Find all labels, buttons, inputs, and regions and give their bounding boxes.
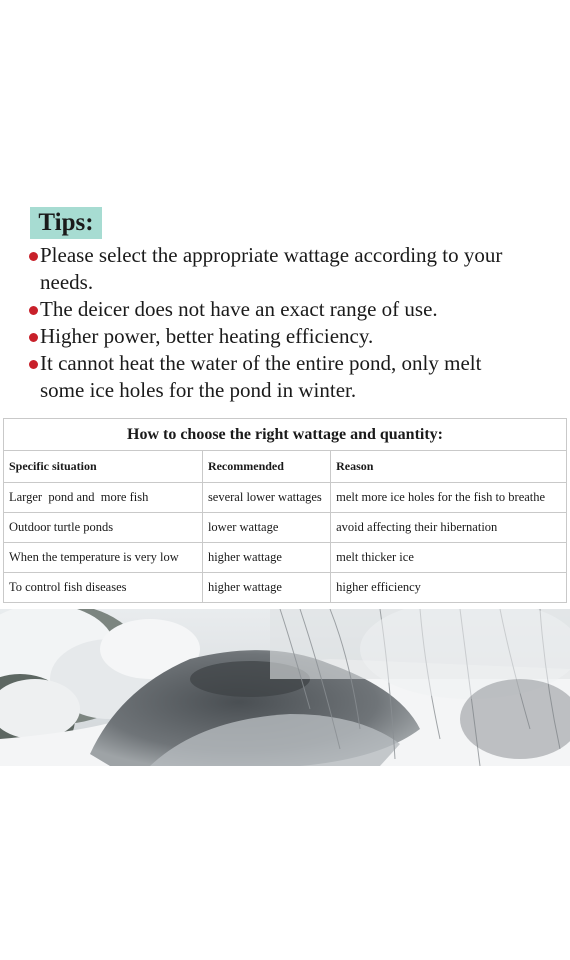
tip-text: The deicer does not have an exact range of use. bbox=[40, 297, 438, 321]
reason-cell: higher efficiency bbox=[331, 573, 567, 603]
tips-heading: Tips: bbox=[30, 207, 102, 239]
table-row bbox=[4, 543, 567, 573]
table-row bbox=[4, 483, 567, 513]
tip-text: It cannot heat the water of the entire pond, only melt some ice holes for the pond in winter. bbox=[40, 351, 482, 402]
tip-text: Higher power, better heating efficiency. bbox=[40, 324, 374, 348]
tip-text: Please select the appropriate wattage according to your needs. bbox=[40, 243, 503, 294]
winter-pond-photo bbox=[0, 609, 570, 766]
tip-item bbox=[28, 323, 558, 350]
tip-item bbox=[28, 242, 558, 296]
table-row bbox=[4, 573, 567, 603]
table-header-row bbox=[4, 451, 567, 483]
bullet-icon bbox=[29, 360, 38, 369]
tips-list bbox=[28, 242, 558, 404]
column-header-recommended: Recommended bbox=[202, 451, 330, 483]
table-title: How to choose the right wattage and quantity: bbox=[4, 419, 567, 451]
recommended-cell: lower wattage bbox=[202, 513, 330, 543]
bullet-icon bbox=[29, 333, 38, 342]
situation-cell: Outdoor turtle ponds bbox=[4, 513, 203, 543]
recommended-cell: higher wattage bbox=[202, 573, 330, 603]
bullet-icon bbox=[29, 306, 38, 315]
column-header-situation: Specific situation bbox=[4, 451, 203, 483]
tip-item bbox=[28, 350, 558, 404]
table-row bbox=[4, 513, 567, 543]
reason-cell: melt thicker ice bbox=[331, 543, 567, 573]
wattage-table bbox=[3, 418, 567, 603]
reason-cell: avoid affecting their hibernation bbox=[331, 513, 567, 543]
table-title-row bbox=[4, 419, 567, 451]
recommended-cell: several lower wattages bbox=[202, 483, 330, 513]
situation-cell: When the temperature is very low bbox=[4, 543, 203, 573]
bullet-icon bbox=[29, 252, 38, 261]
situation-cell: Larger pond and more fish bbox=[4, 483, 203, 513]
reason-cell: melt more ice holes for the fish to breathe bbox=[331, 483, 567, 513]
situation-cell: To control fish diseases bbox=[4, 573, 203, 603]
tip-item bbox=[28, 296, 558, 323]
column-header-reason: Reason bbox=[331, 451, 567, 483]
recommended-cell: higher wattage bbox=[202, 543, 330, 573]
